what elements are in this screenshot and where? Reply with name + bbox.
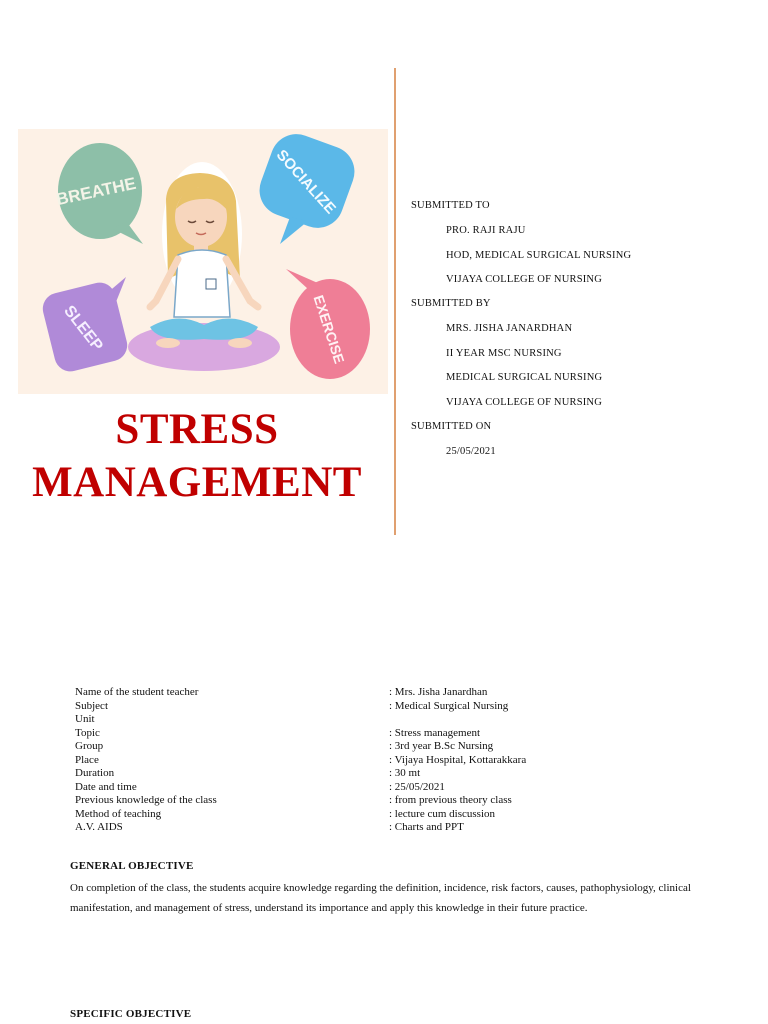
sleep-label: SLEEP [60,302,106,355]
detail-value: : Stress management [389,726,481,739]
detail-value: : Mrs. Jisha Janardhan [389,686,488,698]
socialize-label: SOCIALIZE [272,146,339,218]
submitted-by-label: SUBMITTED BY [411,298,491,309]
submitted-by-college: VIJAYA COLLEGE OF NURSING [446,397,602,408]
detail-value: : Vijaya Hospital, Kottarakkara [389,753,527,766]
submitted-to-name: PRO. RAJI RAJU [446,225,526,236]
submitted-by-year: II YEAR MSC NURSING [446,348,562,359]
submitted-on-date: 25/05/2021 [446,446,496,457]
submitted-on-label: SUBMITTED ON [411,421,492,432]
cover-title-line2: MANAGEMENT [32,459,362,506]
cover-illustration [18,129,388,394]
general-objective-text: On completion of the class, the students acquire knowledge regarding the definition, incidence, risk factors, causes, pathophysiology, clinical manifestation, and management of stress, understand its importance and apply this knowledge in their future practice. [70,882,691,914]
detail-label: Date and time [75,780,137,793]
detail-label: Duration [75,767,115,779]
submitted-by-dept: MEDICAL SURGICAL NURSING [446,372,603,383]
sleep-bubble [39,277,130,375]
submitted-by-name: MRS. JISHA JANARDHAN [446,323,573,334]
breathe-bubble [55,143,143,244]
detail-label: A.V. AIDS [75,821,123,833]
exercise-label: EXERCISE [310,293,348,366]
detail-label: Subject [75,699,108,712]
cover-title-line1: STRESS [115,406,279,453]
detail-value: : Charts and PPT [389,821,464,833]
detail-label: Previous knowledge of the class [75,794,217,806]
detail-value: : Medical Surgical Nursing [389,699,509,712]
vertical-divider [394,68,396,535]
submitted-to-label: SUBMITTED TO [411,200,490,211]
meditating-woman [128,173,280,371]
breathe-label: BREATHE [54,173,138,210]
specific-objective-heading: SPECIFIC OBJECTIVE [70,1008,192,1020]
submitted-to-role: HOD, MEDICAL SURGICAL NURSING [446,250,632,261]
detail-value: : 25/05/2021 [389,780,445,793]
detail-label: Method of teaching [75,807,162,820]
detail-value: : 30 mt [389,767,421,779]
socialize-bubble [252,129,362,244]
detail-label: Unit [75,713,95,725]
detail-value: : lecture cum discussion [389,807,496,820]
detail-value: : from previous theory class [389,794,512,806]
detail-label: Name of the student teacher [75,686,199,698]
exercise-bubble [286,269,370,379]
detail-label: Place [75,753,99,766]
detail-label: Group [75,740,104,752]
general-objective-heading: GENERAL OBJECTIVE [70,860,194,872]
detail-label: Topic [75,726,100,739]
submitted-to-college: VIJAYA COLLEGE OF NURSING [446,274,602,285]
detail-value: : 3rd year B.Sc Nursing [389,740,494,752]
